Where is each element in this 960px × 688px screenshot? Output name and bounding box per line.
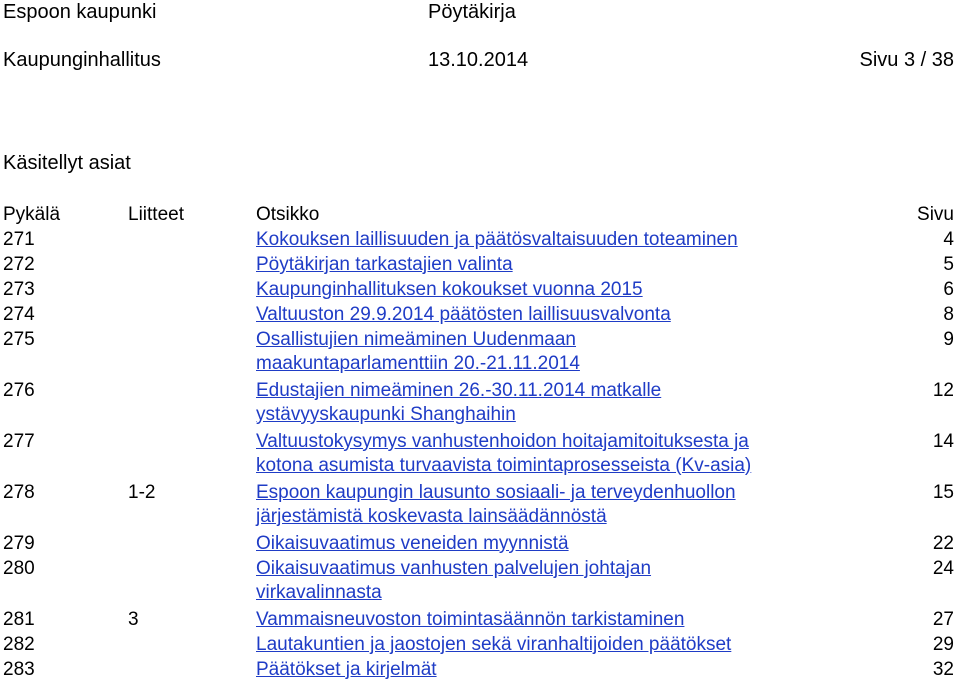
table-row: [0, 557, 960, 608]
section-title: Käsitellyt asiat: [3, 152, 131, 174]
agenda-item-link[interactable]: Kaupunginhallituksen kokoukset vuonna 2015: [256, 279, 643, 300]
page-number: 14: [932, 431, 954, 452]
agenda-item-link[interactable]: Edustajien nimeäminen 26.-30.11.2014 matkalle ystävyyskaupunki Shanghaihin: [256, 380, 662, 425]
page-number: 6: [943, 279, 954, 300]
agenda-item-link[interactable]: Oikaisuvaatimus vanhusten palvelujen johtajan virkavalinnasta: [256, 558, 652, 603]
organization-name: Espoon kaupunki: [3, 1, 157, 23]
column-header-title: Otsikko: [256, 204, 320, 225]
agenda-item-link[interactable]: Kokouksen laillisuuden ja päätösvaltaisuuden toteaminen: [256, 229, 738, 250]
agenda-item-link[interactable]: Päätökset ja kirjelmät: [256, 659, 437, 680]
section-number: 275: [3, 329, 35, 350]
page-number: 9: [943, 329, 954, 350]
section-number: 282: [3, 634, 35, 655]
table-row: [0, 608, 960, 633]
section-number: 273: [3, 279, 35, 300]
column-header-attachments: Liitteet: [128, 204, 184, 225]
agenda-item-link[interactable]: Valtuustokysymys vanhustenhoidon hoitajamitoituksesta ja kotona asumista turvaavista toimintaprosesseista (Kv-asia): [256, 431, 752, 476]
section-number: 278: [3, 482, 35, 503]
agenda-item-link[interactable]: Espoon kaupungin lausunto sosiaali- ja terveydenhuollon järjestämistä koskevasta lainsäädännöstä: [256, 482, 736, 527]
page-number: 29: [932, 634, 954, 655]
table-row: [0, 253, 960, 278]
agenda-item-link[interactable]: Valtuuston 29.9.2014 päätösten laillisuusvalvonta: [256, 304, 671, 325]
document-type: Pöytäkirja: [428, 1, 516, 23]
section-number: 274: [3, 304, 35, 325]
table-row: [0, 278, 960, 303]
table-row: [0, 633, 960, 658]
governing-body: Kaupunginhallitus: [3, 49, 161, 71]
page-number: 32: [932, 659, 954, 680]
table-row: [0, 430, 960, 481]
section-number: 280: [3, 558, 35, 579]
section-number: 283: [3, 659, 35, 680]
attachment-ref: 3: [128, 609, 139, 630]
page-number: 8: [943, 304, 954, 325]
agenda-item-link[interactable]: Osallistujien nimeäminen Uudenmaan maakuntaparlamenttiin 20.-21.11.2014: [256, 329, 580, 374]
page-number: 24: [932, 558, 954, 579]
section-number: 279: [3, 533, 35, 554]
table-row: [0, 228, 960, 253]
section-number: 281: [3, 609, 35, 630]
column-header-page: Sivu: [917, 204, 954, 225]
agenda-item-link[interactable]: Pöytäkirjan tarkastajien valinta: [256, 254, 513, 275]
header-line-1: [0, 0, 960, 24]
table-row: [0, 303, 960, 328]
table-row: [0, 658, 960, 683]
table-row: [0, 481, 960, 532]
section-number: 277: [3, 431, 35, 452]
column-header-section: Pykälä: [3, 204, 61, 225]
agenda-item-link[interactable]: Lautakuntien ja jaostojen sekä viranhaltijoiden päätökset: [256, 634, 732, 655]
agenda-item-link[interactable]: Oikaisuvaatimus veneiden myynnistä: [256, 533, 569, 554]
attachment-ref: 1-2: [128, 482, 156, 503]
header-line-2: [0, 48, 960, 72]
page-number: 15: [932, 482, 954, 503]
agenda-item-link[interactable]: Vammaisneuvoston toimintasäännön tarkistaminen: [256, 609, 685, 630]
table-row: [0, 328, 960, 379]
agenda-list: [0, 228, 960, 683]
page-number: 27: [932, 609, 954, 630]
page-info: Sivu 3 / 38: [859, 49, 954, 71]
meeting-date: 13.10.2014: [428, 49, 529, 71]
page-number: 22: [932, 533, 954, 554]
page-number: 4: [943, 229, 954, 250]
section-number: 276: [3, 380, 35, 401]
section-number: 272: [3, 254, 35, 275]
table-row: [0, 379, 960, 430]
page-number: 5: [943, 254, 954, 275]
table-row: [0, 532, 960, 557]
page-number: 12: [932, 380, 954, 401]
section-number: 271: [3, 229, 35, 250]
